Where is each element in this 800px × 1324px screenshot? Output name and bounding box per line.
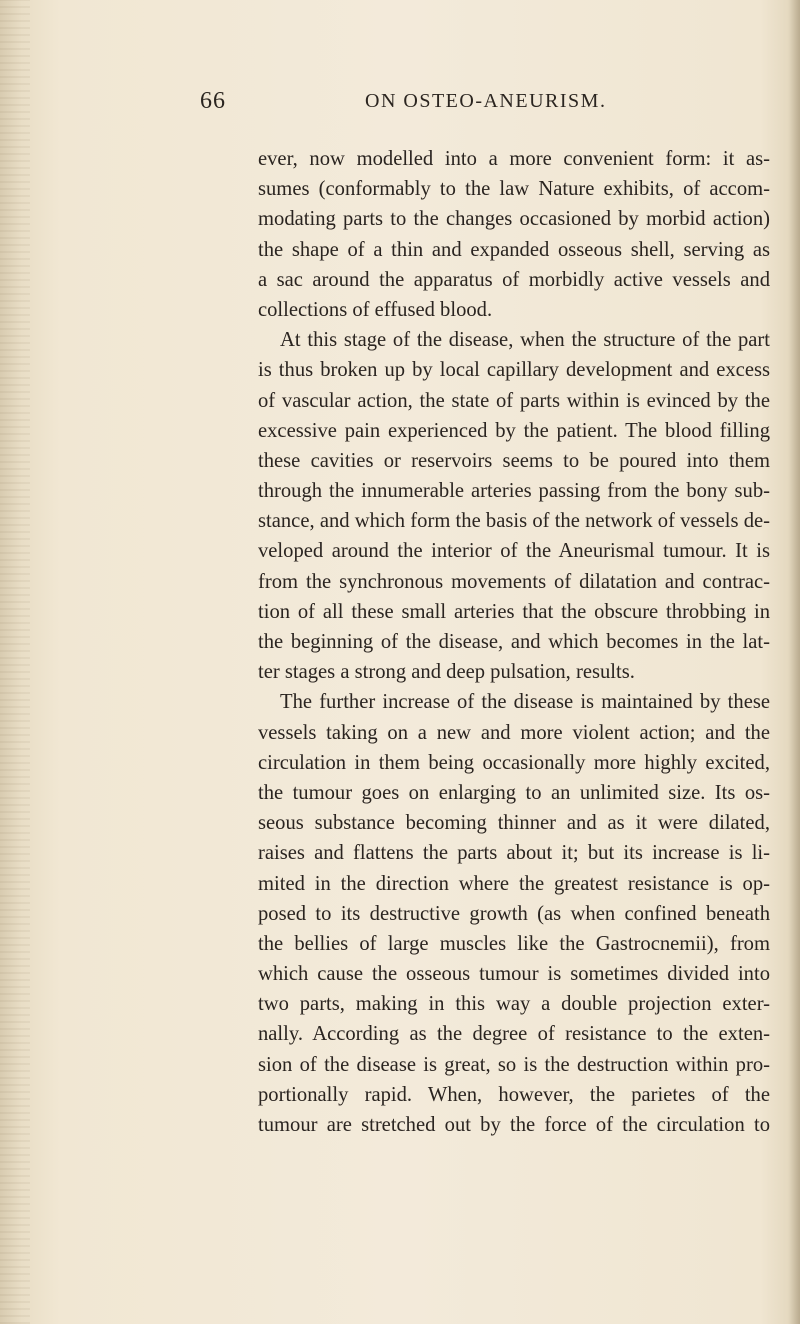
text-line: seous substance becoming thinner and as it were dilated, — [258, 812, 770, 835]
text-line: excessive pain experienced by the patient. The blood filling — [258, 419, 770, 442]
text-line: the shape of a thin and expanded osseous shell, serving as — [258, 238, 770, 261]
text-line: modating parts to the changes occasioned by morbid action) — [258, 208, 770, 231]
page-header — [200, 88, 620, 118]
text-line: posed to its destructive growth (as when confined beneath — [258, 902, 770, 925]
text-line: raises and flattens the parts about it; but its increase is li- — [258, 842, 770, 865]
text-line: veloped around the interior of the Aneurismal tumour. It is — [258, 540, 770, 563]
text-line: tion of all these small arteries that the obscure throbbing in — [258, 600, 770, 623]
text-line: the bellies of large muscles like the Gastrocnemii), from — [258, 932, 770, 955]
text-line: the beginning of the disease, and which becomes in the lat- — [258, 631, 770, 653]
text-line: tumour are stretched out by the force of the circulation to — [258, 1114, 770, 1136]
text-line: vessels taking on a new and more violent action; and the — [258, 721, 770, 744]
text-line: mited in the direction where the greatest resistance is op- — [258, 872, 770, 895]
text-line: two parts, making in this way a double projection exter- — [258, 993, 770, 1016]
text-line: stance, and which form the basis of the network of vessels de- — [258, 510, 770, 533]
binding-gutter — [0, 0, 30, 1324]
text-line: is thus broken up by local capillary development and excess — [258, 359, 770, 382]
body-text — [258, 144, 770, 1140]
text-line: of vascular action, the state of parts within is evinced by the — [258, 389, 770, 412]
text-line: through the innumerable arteries passing from the bony sub- — [258, 480, 770, 503]
text-line: The further increase of the disease is maintained by these — [280, 691, 770, 714]
paragraph-2 — [258, 325, 770, 687]
paragraph-1 — [258, 144, 770, 325]
text-line: these cavities or reservoirs seems to be poured into them — [258, 449, 770, 472]
text-line: sumes (conformably to the law Nature exhibits, of accom- — [258, 178, 770, 201]
text-line: sion of the disease is great, so is the destruction within pro- — [258, 1053, 770, 1076]
text-line: the tumour goes on enlarging to an unlimited size. Its os- — [258, 781, 770, 804]
text-line: collections of effused blood. — [258, 298, 493, 321]
paragraph-3 — [258, 687, 770, 1140]
text-line: ever, now modelled into a more convenient form: it as- — [258, 148, 770, 170]
text-line: At this stage of the disease, when the structure of the part — [280, 329, 770, 352]
text-line: ter stages a strong and deep pulsation, results. — [258, 661, 635, 684]
page-edge-shadow — [788, 0, 800, 1324]
page-number: 66 — [200, 88, 226, 114]
running-title: ON OSTEO-ANEURISM. — [365, 90, 607, 112]
text-line: from the synchronous movements of dilatation and contrac- — [258, 570, 770, 593]
text-line: portionally rapid. When, however, the parietes of the — [258, 1083, 770, 1106]
text-line: which cause the osseous tumour is sometimes divided into — [258, 963, 770, 986]
text-line: a sac around the apparatus of morbidly active vessels and — [258, 268, 770, 291]
text-line: nally. According as the degree of resistance to the exten- — [258, 1023, 770, 1046]
text-line: circulation in them being occasionally more highly excited, — [258, 751, 770, 774]
